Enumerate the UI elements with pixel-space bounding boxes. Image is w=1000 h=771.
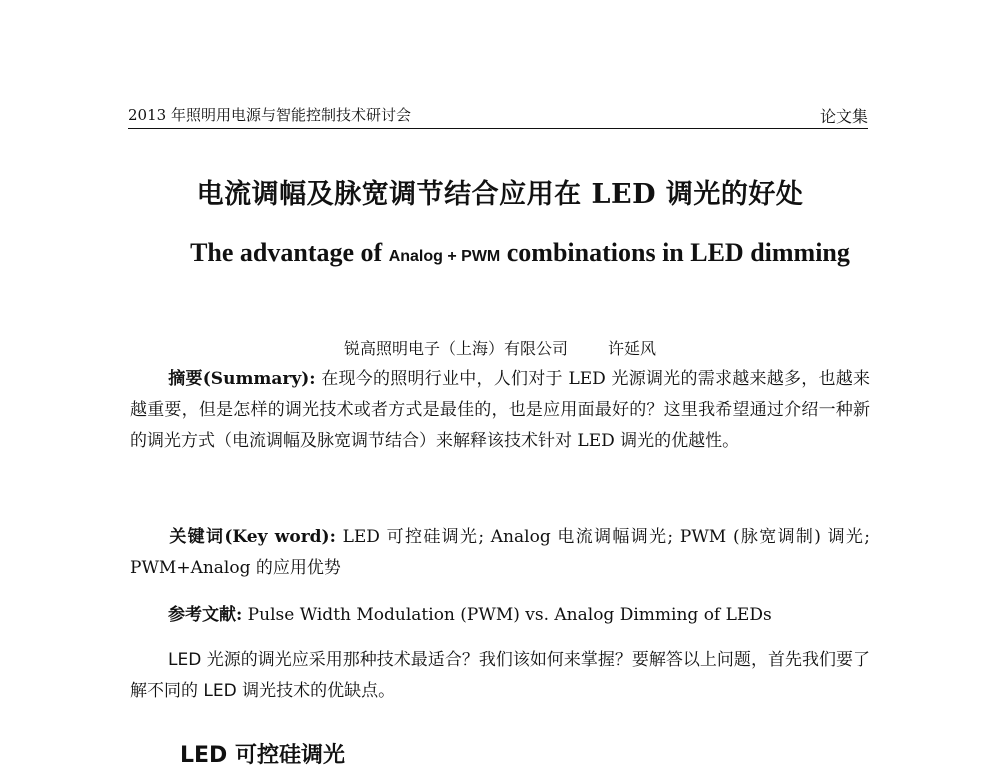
title-en-part1: The advantage of bbox=[190, 238, 389, 267]
header-conference-name: 2013 年照明用电源与智能控制技术研讨会 bbox=[128, 106, 411, 124]
author-name: 许延风 bbox=[608, 339, 657, 358]
keywords-text: LED 可控硅调光; Analog 电流调幅调光; PWM (脉宽调制) 调光; PWM+Analog 的应用优势 bbox=[130, 527, 870, 578]
references-label: 参考文献: bbox=[168, 605, 243, 625]
body-paragraph bbox=[130, 645, 870, 707]
header-proceedings-label: 论文集 bbox=[819, 107, 868, 126]
abstract-paragraph bbox=[130, 364, 870, 457]
references-paragraph bbox=[130, 600, 870, 631]
paper-title-english bbox=[170, 232, 870, 278]
paper-title-chinese: 电流调幅及脉宽调节结合应用在 LED 调光的好处 bbox=[196, 179, 804, 210]
title-en-small: Analog + PWM bbox=[388, 248, 501, 265]
keywords-label: 关键词(Key word): bbox=[168, 527, 336, 547]
author-affiliation: 锐高照明电子（上海）有限公司 bbox=[343, 339, 568, 358]
abstract-label: 摘要(Summary): bbox=[168, 369, 316, 389]
running-header bbox=[128, 102, 868, 129]
title-en-part2: combinations in LED dimming bbox=[500, 238, 850, 267]
keywords-paragraph bbox=[130, 522, 870, 584]
section-heading: LED 可控硅调光 bbox=[180, 743, 345, 768]
author-line bbox=[0, 336, 1000, 359]
body-paragraph-text: LED 光源的调光应采用那种技术最适合？我们该如何来掌握？要解答以上问题，首先我们要了解不同的 LED 调光技术的优缺点。 bbox=[130, 650, 870, 701]
references-text: Pulse Width Modulation (PWM) vs. Analog Dimming of LEDs bbox=[242, 605, 772, 625]
abstract-text: 在现今的照明行业中，人们对于 LED 光源调光的需求越来越多，也越来越重要，但是怎样的调光技术或者方式是最佳的，也是应用面最好的？这里我希望通过介绍一种新的调光方式（电流调幅及脉宽调节结合）来解释该技术针对 LED 调光的优越性。 bbox=[130, 369, 870, 451]
